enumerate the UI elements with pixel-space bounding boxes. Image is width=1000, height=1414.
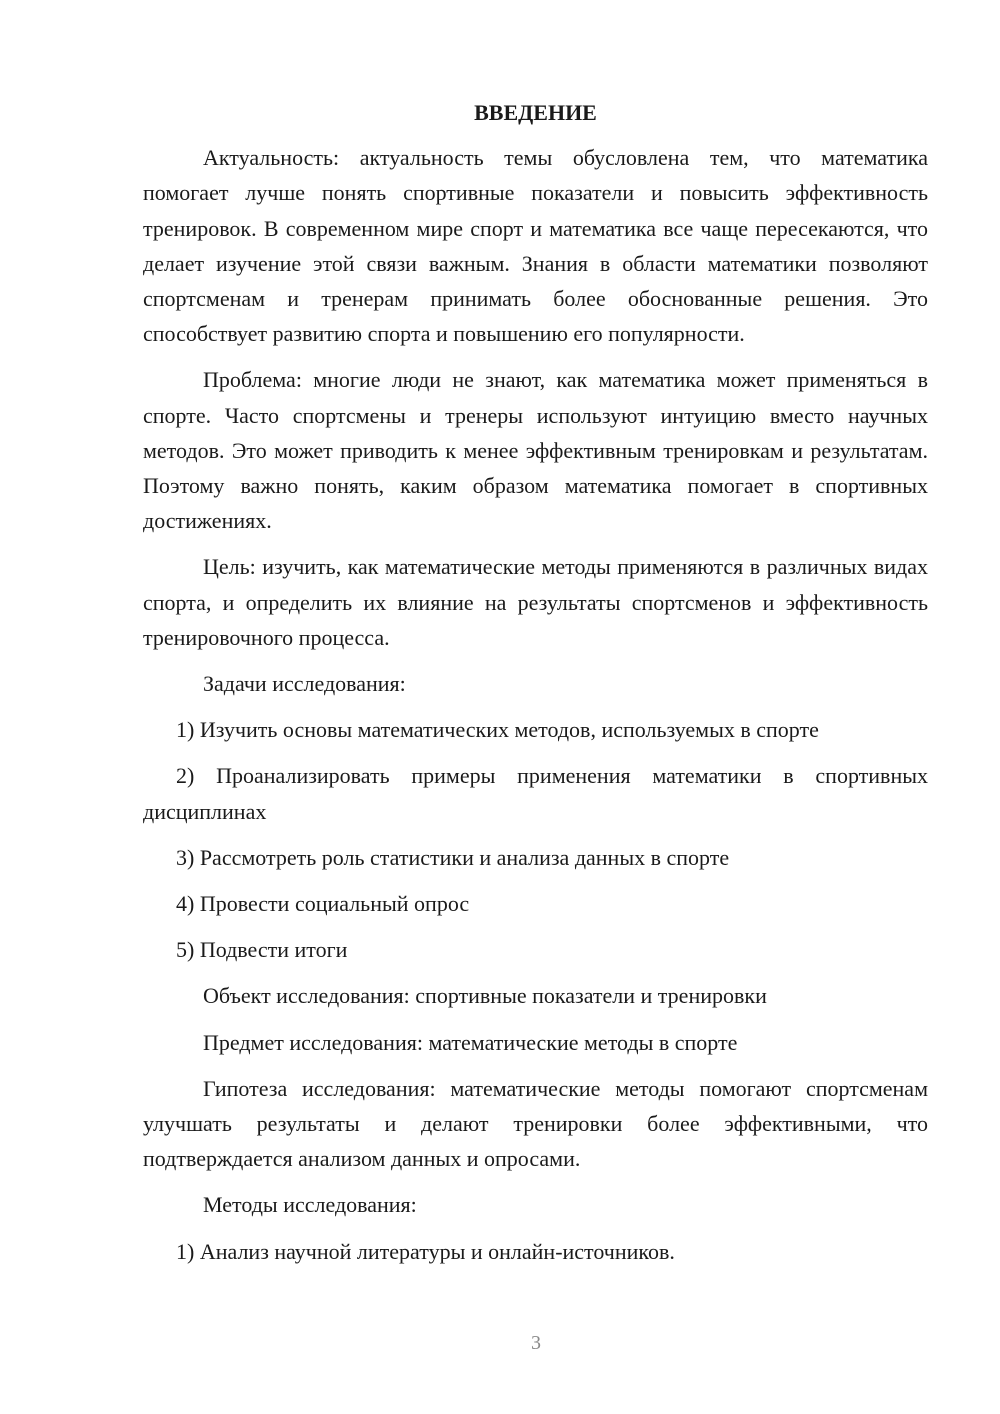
object-paragraph: Объект исследования: спортивные показатели и тренировки	[203, 983, 767, 1009]
page-content	[143, 95, 928, 1280]
page-number: 3	[531, 1332, 541, 1354]
task-item-3: 3) Рассмотреть роль статистики и анализа данных в спорте	[176, 844, 730, 870]
goal-paragraph: Цель: изучить, как математические методы применяются в различных видах спорта, и определить их влияние на результаты спортсменов и эффективность тренировочного процесса.	[143, 554, 928, 650]
method-item-1: 1) Анализ научной литературы и онлайн-источников.	[176, 1238, 675, 1264]
task-item-5: 5) Подвести итоги	[176, 937, 348, 963]
actuality-paragraph: Актуальность: актуальность темы обусловлена тем, что математика помогает лучше понять спортивные показатели и повысить эффективность тренировок. В современном мире спорт и математика все чаще пересекаются, что делает изучение этой связи важным. Знания в области математики позволяют спортсменам и тренерам принимать более обоснованные решения. Это способствует развитию спорта и повышению его популярности.	[143, 145, 928, 347]
tasks-title: Задачи исследования:	[203, 671, 406, 697]
subject-paragraph: Предмет исследования: математические методы в спорте	[203, 1029, 738, 1055]
section-heading: ВВЕДЕНИЕ	[474, 100, 597, 125]
problem-paragraph: Проблема: многие люди не знают, как математика может применяться в спорте. Часто спортсмены и тренеры используют интуицию вместо научных методов. Это может приводить к менее эффективным тренировкам и результатам. Поэтому важно понять, каким образом математика помогает в спортивных достижениях.	[143, 367, 928, 534]
task-item-4: 4) Провести социальный опрос	[176, 891, 470, 917]
task-item-1: 1) Изучить основы математических методов, используемых в спорте	[176, 717, 819, 743]
hypothesis-paragraph: Гипотеза исследования: математические методы помогают спортсменам улучшать результаты и делают тренировки более эффективными, что подтверждается анализом данных и опросами.	[143, 1075, 928, 1172]
task-item-2: 2) Проанализировать примеры применения математики в спортивных дисциплинах	[143, 763, 928, 824]
methods-title: Методы исследования:	[203, 1192, 417, 1218]
